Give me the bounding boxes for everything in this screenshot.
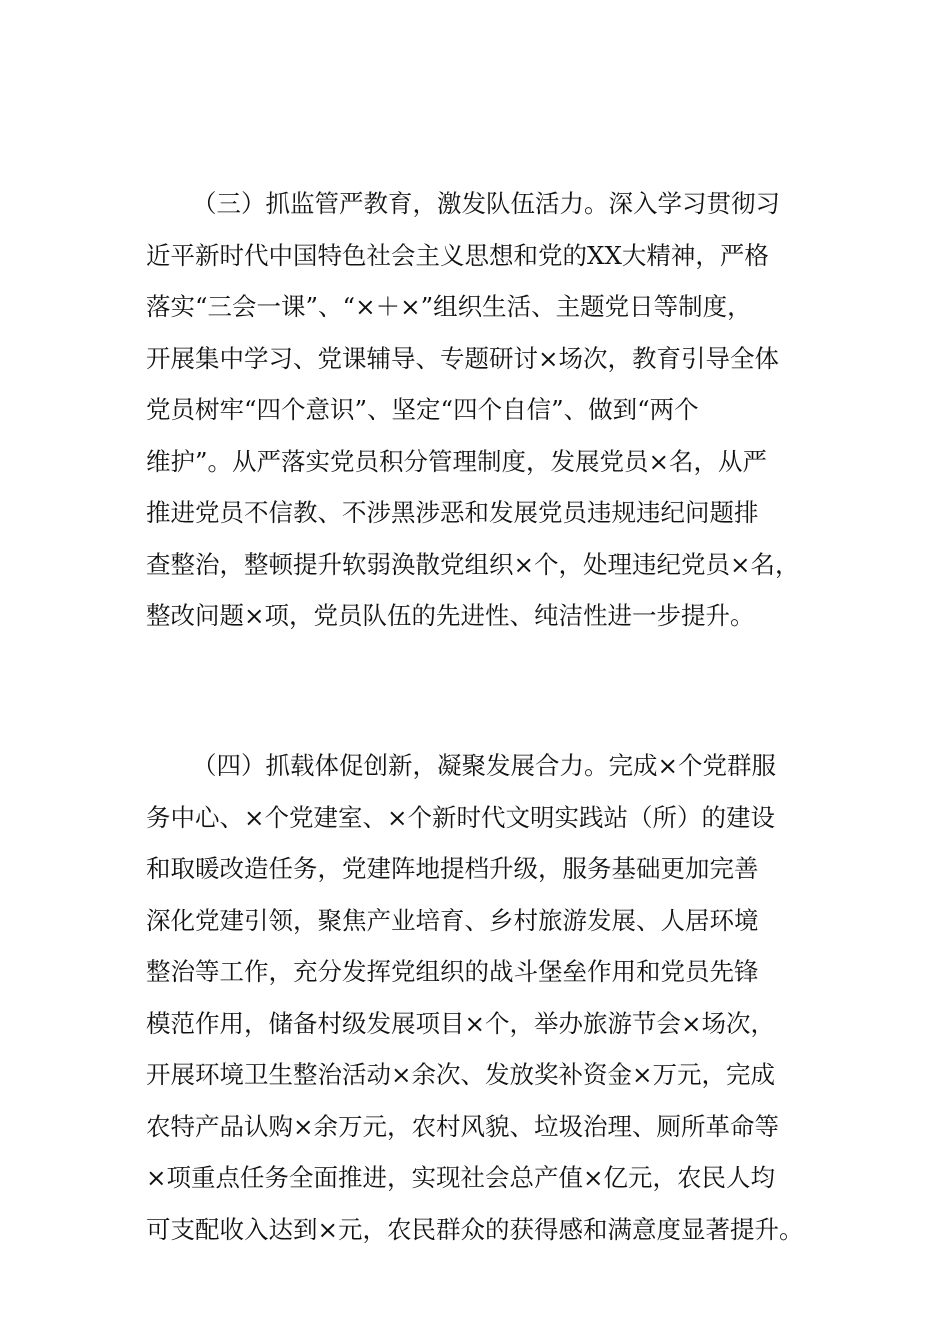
text-line: 深化党建引领，聚焦产业培育、乡村旅游发展、人居环境 [146, 905, 759, 935]
text-line: 开展集中学习、党课辅导、专题研讨×场次，教育引导全体 [146, 343, 780, 373]
text-line: （四）抓载体促创新，凝聚发展合力。完成×个党群服 [192, 751, 777, 780]
text-line: 维护”。从严落实党员积分管理制度，发展党员×名，从严 [146, 446, 768, 476]
text-line: 开展环境卫生整治活动×余次、发放奖补资金×万元，完成 [146, 1060, 776, 1089]
text-line: 党员树牢“四个意识”、坚定“四个自信”、做到“两个 [146, 395, 699, 424]
text-line: 落实“三会一课”、“×＋×”组织生活、主题党日等制度， [146, 292, 752, 321]
text-line: 务中心、×个党建室、×个新时代文明实践站（所）的建设 [146, 802, 776, 832]
text-line: 可支配收入达到×元，农民群众的获得感和满意度显著提升。 [146, 1214, 804, 1244]
text-line: 模范作用，储备村级发展项目×个，举办旅游节会×场次， [146, 1008, 776, 1038]
text-line: 近平新时代中国特色社会主义思想和党的XX大精神，严格 [146, 240, 769, 270]
text-line: 查整治，整顿提升软弱涣散党组织×个，处理违纪党员×名， [146, 549, 800, 579]
text-line: ×项重点任务全面推进，实现社会总产值×亿元，农民人均 [146, 1163, 776, 1192]
text-line: （三）抓监管严教育，激发队伍活力。深入学习贯彻习 [192, 189, 780, 218]
paragraph-section-three [146, 178, 836, 642]
text-line: 农特产品认购×余万元，农村风貌、垃圾治理、厕所革命等 [146, 1111, 780, 1141]
text-line: 和取暖改造任务，党建阵地提档升级，服务基础更加完善 [146, 854, 759, 883]
text-line: 推进党员不信教、不涉黑涉恶和发展党员违规违纪问题排 [146, 498, 759, 527]
paragraph-section-four [146, 740, 836, 1255]
text-line: 整治等工作，充分发挥党组织的战斗堡垒作用和党员先锋 [146, 957, 759, 986]
text-line: 整改问题×项，党员队伍的先进性、纯洁性进一步提升。 [146, 601, 755, 630]
